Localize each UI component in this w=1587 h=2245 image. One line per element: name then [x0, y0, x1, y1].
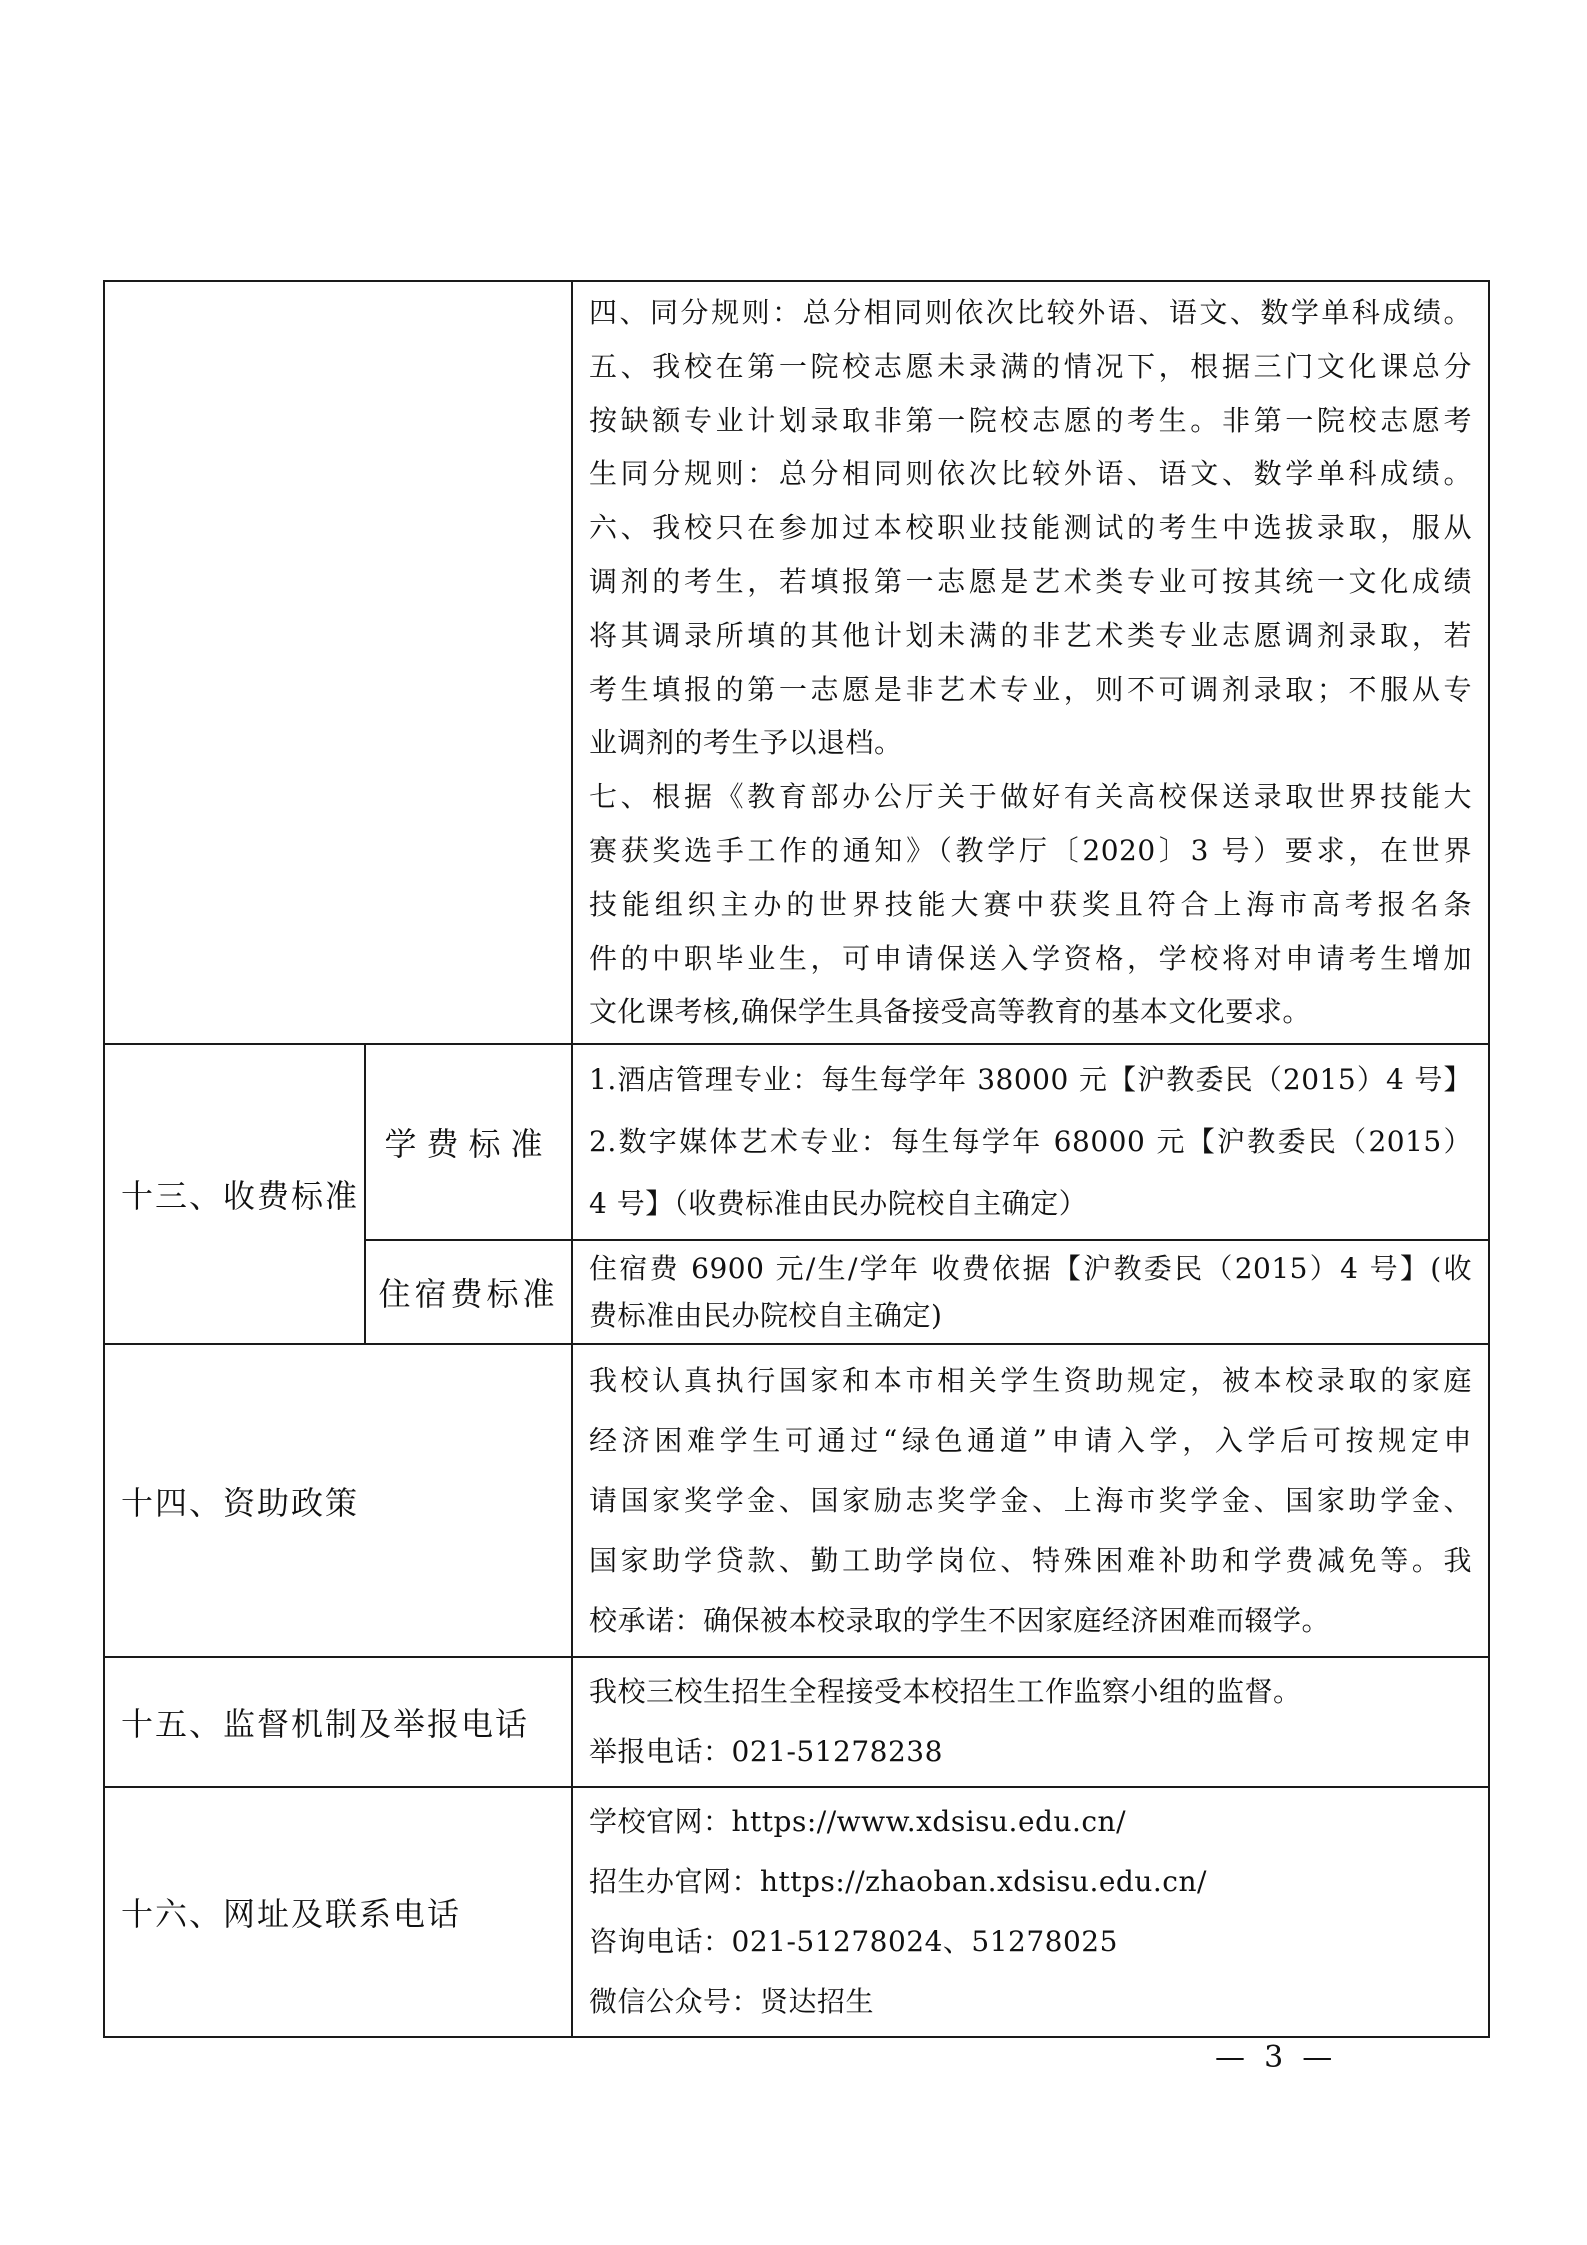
lodging-label: 住宿费标准	[365, 1240, 572, 1344]
tuition-content	[572, 1044, 1489, 1240]
rule-line: 四、同分规则：总分相同则依次比较外语、语文、数学单科成绩。	[589, 296, 1472, 329]
admission-info-table	[103, 280, 1490, 2038]
contact-content	[572, 1787, 1489, 2037]
page-number: — 3 —	[1215, 2040, 1333, 2075]
aid-line: 我校认真执行国家和本市相关学生资助规定，被本校录取的家庭	[589, 1363, 1472, 1397]
rule-line: 件的中职毕业生，可申请保送入学资格，学校将对申请考生增加	[589, 941, 1472, 975]
contact-row	[104, 1787, 1489, 2037]
supervision-row	[104, 1657, 1489, 1787]
tuition-line: 2.数字媒体艺术专业：每生每学年 68000 元【沪教委民（2015）	[589, 1125, 1472, 1159]
tuition-line: 1.酒店管理专业：每生每学年 38000 元【沪教委民（2015）4 号】	[589, 1063, 1472, 1097]
aid-line: 请国家奖学金、国家励志奖学金、上海市奖学金、国家助学金、	[589, 1483, 1472, 1517]
rule-line: 六、我校只在参加过本校职业技能测试的考生中选拔录取，服从	[589, 511, 1472, 545]
rule-line: 文化课考核,确保学生具备接受高等教育的基本文化要求。	[589, 995, 1311, 1029]
admission-rules-row	[104, 281, 1489, 1044]
rule-line: 五、我校在第一院校志愿未录满的情况下，根据三门文化课总分	[589, 349, 1472, 383]
lodging-line: 住宿费 6900 元/生/学年 收费依据【沪教委民（2015）4 号】(收	[589, 1252, 1472, 1286]
admission-rules-label-cell	[104, 281, 572, 1044]
rule-line: 七、根据《教育部办公厅关于做好有关高校保送录取世界技能大	[589, 780, 1472, 814]
rule-line: 按缺额专业计划录取非第一院校志愿的考生。非第一院校志愿考	[589, 403, 1472, 437]
aid-line: 经济困难学生可通过“绿色通道”申请入学，入学后可按规定申	[589, 1423, 1472, 1457]
rule-line: 生同分规则：总分相同则依次比较外语、语文、数学单科成绩。	[589, 457, 1472, 491]
report-phone: 举报电话：021-51278238	[589, 1735, 943, 1769]
supervision-section-label: 十五、监督机制及举报电话	[104, 1657, 572, 1787]
rule-line: 将其调录所填的其他计划未满的非艺术类专业志愿调剂录取，若	[589, 618, 1472, 652]
rule-line: 赛获奖选手工作的通知》（教学厅〔2020〕3 号）要求，在世界	[589, 833, 1472, 867]
tuition-label: 学费标准	[365, 1044, 572, 1240]
aid-line: 校承诺：确保被本校录取的学生不因家庭经济困难而辍学。	[589, 1603, 1331, 1637]
contact-section-label: 十六、网址及联系电话	[104, 1787, 572, 2037]
lodging-line: 费标准由民办院校自主确定)	[589, 1299, 943, 1333]
rule-line: 调剂的考生，若填报第一志愿是艺术类专业可按其统一文化成绩	[589, 564, 1472, 598]
aid-section-label: 十四、资助政策	[104, 1344, 572, 1657]
supervision-line: 我校三校生招生全程接受本校招生工作监察小组的监督。	[589, 1675, 1302, 1709]
admission-rules-content	[572, 281, 1489, 1044]
supervision-content	[572, 1657, 1489, 1787]
tuition-row	[104, 1044, 1489, 1240]
tuition-line: 4 号】（收费标准由民办院校自主确定）	[589, 1187, 1088, 1221]
rule-line: 技能组织主办的世界技能大赛中获奖且符合上海市高考报名条	[589, 887, 1472, 921]
fees-section-label: 十三、收费标准	[104, 1044, 365, 1344]
wechat-account: 微信公众号：贤达招生	[589, 1985, 875, 2019]
rule-line: 考生填报的第一志愿是非艺术专业，则不可调剂录取；不服从专	[589, 672, 1472, 706]
school-website[interactable]: 学校官网：https://www.xdsisu.edu.cn/	[589, 1805, 1127, 1839]
rule-line: 业调剂的考生予以退档。	[589, 726, 903, 760]
consult-phone: 咨询电话：021-51278024、51278025	[589, 1925, 1118, 1959]
admissions-website[interactable]: 招生办官网：https://zhaoban.xdsisu.edu.cn/	[589, 1865, 1207, 1899]
aid-line: 国家助学贷款、勤工助学岗位、特殊困难补助和学费减免等。我	[589, 1543, 1472, 1577]
lodging-content	[572, 1240, 1489, 1344]
aid-row	[104, 1344, 1489, 1657]
aid-content	[572, 1344, 1489, 1657]
